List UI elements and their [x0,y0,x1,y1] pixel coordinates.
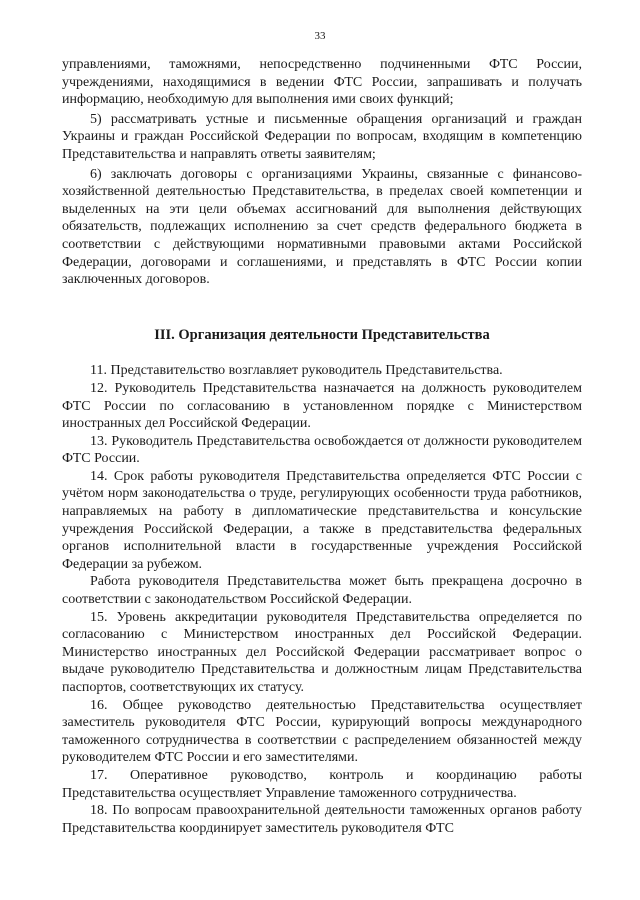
paragraph-11: 11. Представительство возглавляет руководитель Представительства. [90,363,503,379]
paragraph-continuation: управлениями, таможнями, непосредственно подчиненными ФТС России, учреждениями, находящимися в ведении ФТС России, запрашивать и получать информацию, необходимую для выполнения ими своих функций; [62,57,582,108]
paragraph-item-6: 6) заключать договоры с организациями Украины, связанные с финансово-хозяйственной деятельностью Представительства, в пределах своей компетенции и выделенных на эти цели объемах ассигнований для выполнения действующих обязательств, подлежащих исполнению за счет средств федерального бюджета в соответствии с действующими нормативными правовыми актами Российской Федерации, договорами и соглашениями, и представлять в ФТС России копии заключенных договоров. [62,166,582,288]
section-heading: III. Организация деятельности Представительства [154,326,490,343]
paragraph-12: 12. Руководитель Представительства назначается на должность руководителем ФТС России по согласованию в установленном порядке с Министерством иностранных дел Российской Федерации. [62,380,582,432]
paragraph-18: 18. По вопросам правоохранительной деятельности таможенных органов работу Представительства координирует заместитель руководителя ФТС [62,803,582,836]
paragraph-13: 13. Руководитель Представительства освобождается от должности руководителем ФТС России. [62,433,582,467]
paragraph-17: 17. Оперативное руководство, контроль и координацию работы Представительства осуществляет Управление таможенного сотрудничества. [62,767,582,801]
page-number: 33 [314,30,326,42]
paragraph-15: 15. Уровень аккредитации руководителя Представительства определяется по согласованию с Министерством иностранных дел Российской Федерации. Министерство иностранных дел Российской Федерации рассматривает вопрос о выдаче руководителю Представительства и должностным лицам Представительства паспортов, соответствующих их статусу. [62,609,582,695]
paragraph-item-5: 5) рассматривать устные и письменные обращения организаций и граждан Украины и граждан Российской Федерации по вопросам, входящим в компетенцию Представительства и направлять ответы заявителям; [62,111,582,162]
paragraph-14-continuation: Работа руководителя Представительства может быть прекращена досрочно в соответствии с законодательством Российской Федерации. [62,574,582,608]
paragraph-14: 14. Срок работы руководителя Представительства определяется ФТС России с учётом норм законодательства о труде, регулирующих особенности труда работников, направляемых на работу в дипломатические представительства и консульские учреждения Российской Федерации, а также в представительства федеральных органов исполнительной власти в государственные учреждения Российской Федерации за рубежом. [62,468,582,572]
paragraph-16: 16. Общее руководство деятельностью Представительства осуществляет заместитель руководителя ФТС России, курирующий вопросы международного таможенного сотрудничества в соответствии с распределением обязанностей между руководителем ФТС России и его заместителями. [62,697,582,766]
document-body [62,56,582,837]
